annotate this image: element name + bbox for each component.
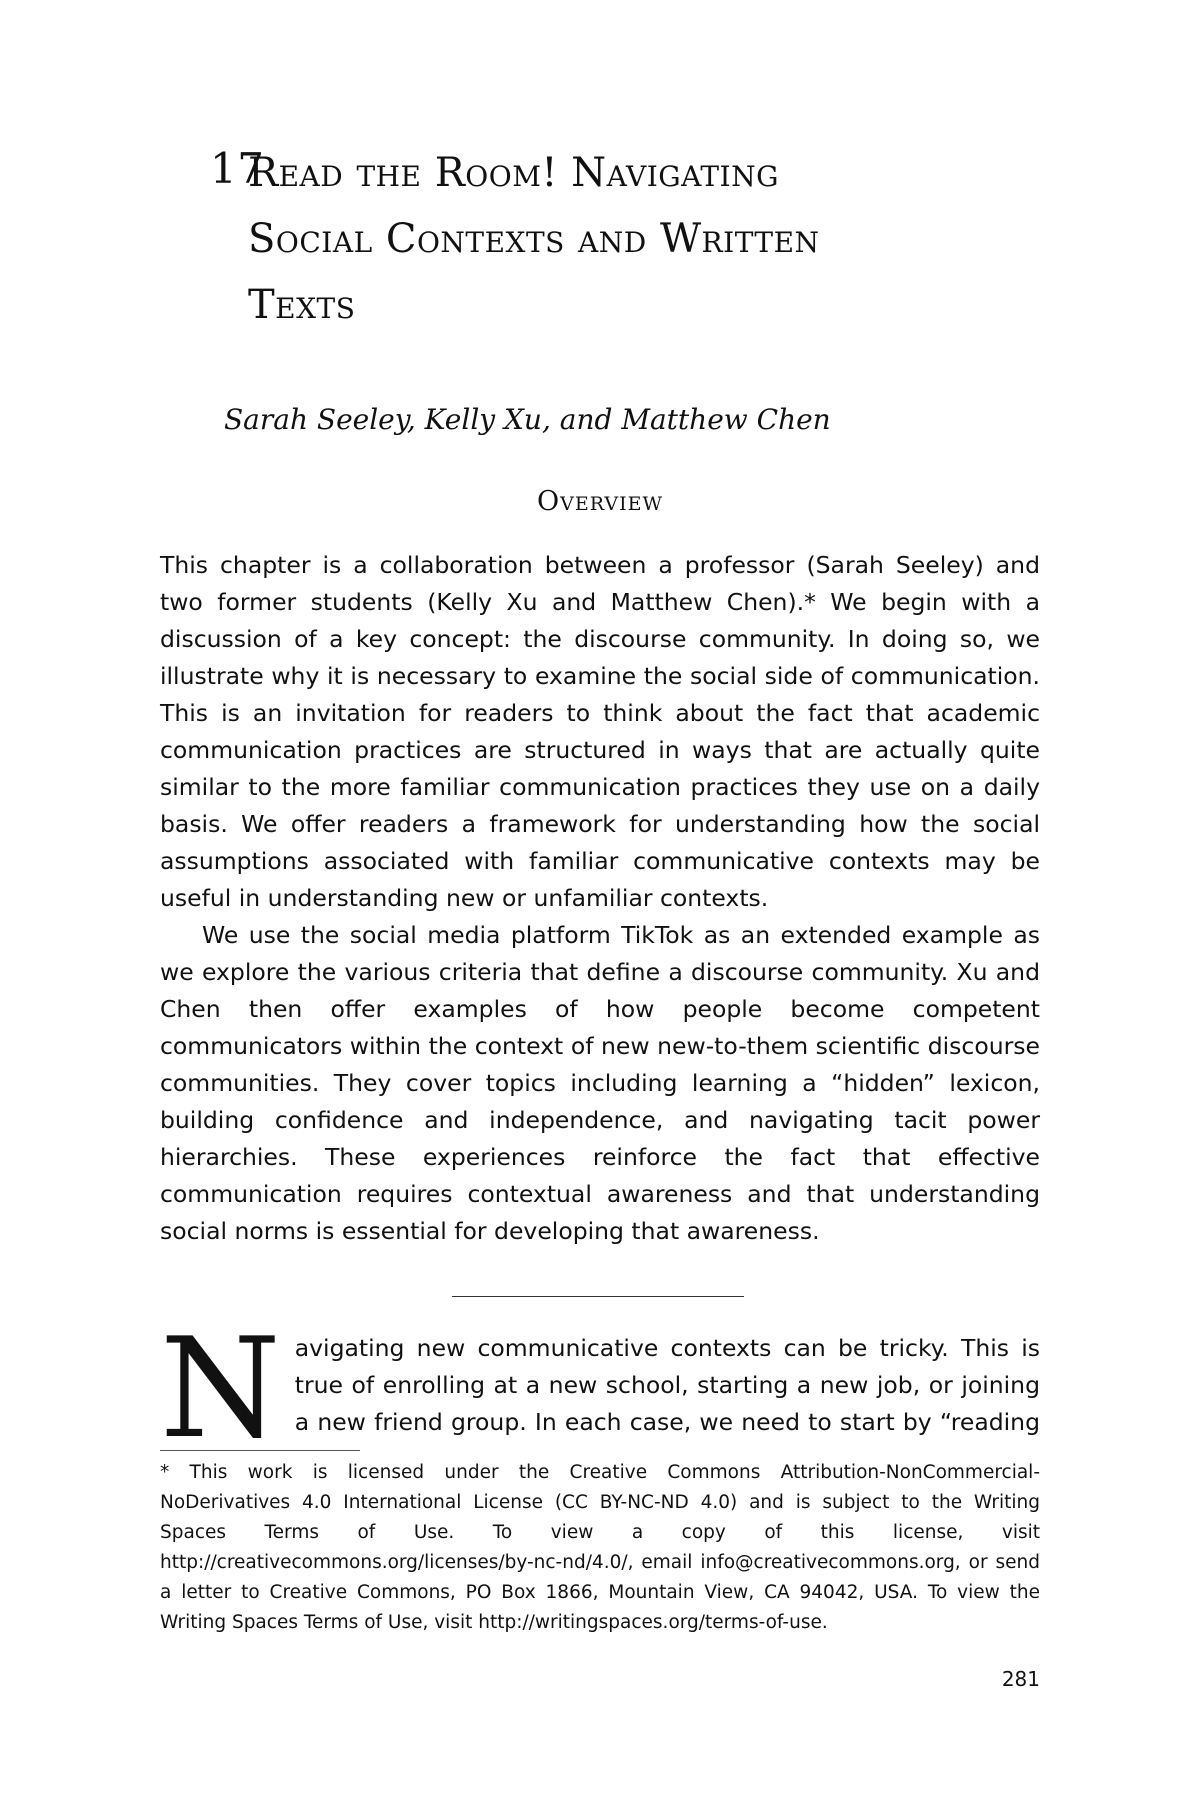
- section-divider: [452, 1296, 744, 1297]
- intro-section: [160, 1330, 1040, 1440]
- chapter-title-line-3: Texts: [248, 282, 356, 328]
- overview-body: [160, 547, 1040, 1250]
- footnote-rule: [160, 1450, 360, 1451]
- page-number: 281: [1001, 1667, 1040, 1691]
- drop-cap: N: [160, 1330, 281, 1440]
- chapter-number: 17: [210, 144, 265, 193]
- footnote: [160, 1458, 1040, 1638]
- chapter-title-text: [210, 140, 1030, 338]
- overview-paragraph-2: We use the social media platform TikTok as an extended example as we explore the various criteria that define a discourse community. Xu and Chen then offer examples of how people become competent communicators within the context of new new-to-them scientific discourse communities. They cover topics including learning a “hidden” lexicon, building confidence and independence, and navigating tacit power hierarchies. These experiences reinforce the fact that effective communication requires contextual awareness and that understanding social norms is essential for developing that awareness.: [160, 921, 1040, 1245]
- authors-byline: Sarah Seeley, Kelly Xu, and Matthew Chen: [224, 403, 831, 436]
- chapter-title-line-1: Read the Room! Navigating: [248, 150, 779, 196]
- chapter-title-line-2: Social Contexts and Written: [248, 216, 820, 262]
- chapter-title: [210, 140, 1030, 338]
- footnote-text: * This work is licensed under the Creative Commons Attribution-NonCommercial-NoDerivatives 4.0 International License (CC BY-NC-ND 4.0) and is subject to the Writing Spaces Terms of Use. To view a copy of this license, visit http://creativecommons.org/licenses/by-nc-nd/4.0/, email info@creativecommons.org, or send a letter to Creative Commons, PO Box 1866, Mountain View, CA 94042, USA. To view the Writing Spaces Terms of Use, visit http://writingspaces.org/terms-of-use.: [160, 1462, 1040, 1633]
- overview-heading: Overview: [537, 486, 663, 517]
- intro-paragraph: avigating new communicative contexts can be tricky. This is true of enrolling at a new school, starting a new job, or joining a new friend group. In each case, we need to start by “reading: [294, 1334, 1040, 1436]
- overview-paragraph-1: This chapter is a collaboration between a professor (Sarah Seeley) and two former students (Kelly Xu and Matthew Chen).* We begin with a discussion of a key concept: the discourse community. In doing so, we illustrate why it is necessary to examine the social side of communication. This is an invitation for readers to think about the fact that academic communication practices are structured in ways that are actually quite similar to the more familiar communication practices they use on a daily basis. We offer readers a framework for understanding how the social assumptions associated with familiar communicative contexts may be useful in understanding new or unfamiliar contexts.: [160, 551, 1040, 912]
